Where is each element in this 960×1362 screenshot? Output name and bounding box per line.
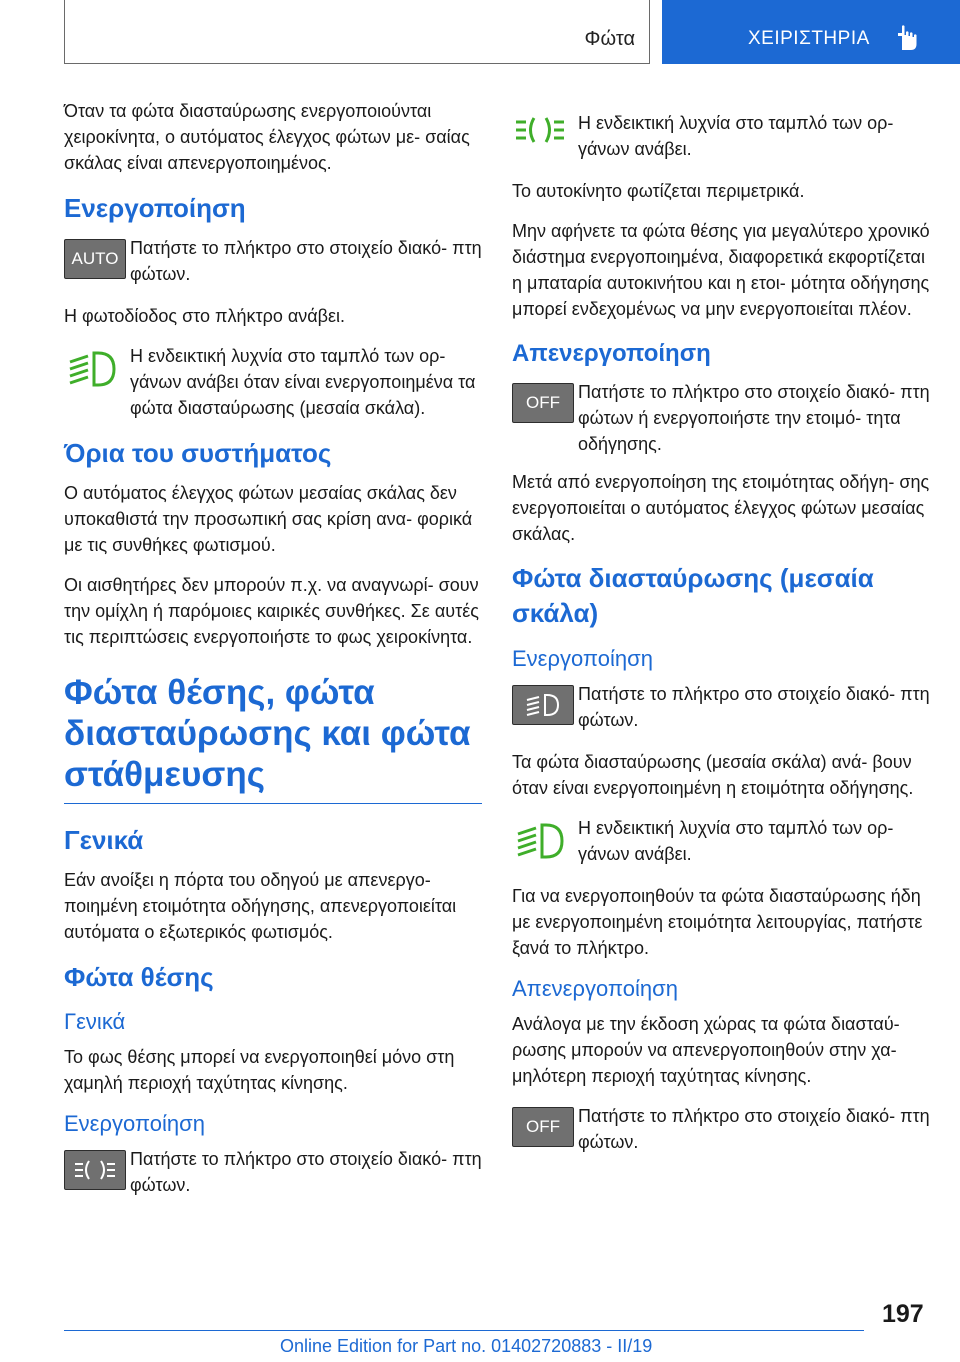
- low-beam-button[interactable]: [512, 685, 574, 725]
- auto-button[interactable]: [64, 239, 126, 279]
- general-text: Εάν ανοίξει η πόρτα του οδηγού με απενεργο- ποιημένη ετοιμότητα οδήγησης, απενεργοποιείται αυτόματα ο εξωτερικός φωτισμός.: [64, 870, 457, 942]
- left-column: [64, 98, 482, 1214]
- low-beam-deactivation-heading: Απενεργοποίηση: [512, 976, 678, 1001]
- low-beam-button-row: [512, 681, 930, 737]
- low-beam-on-text: Τα φώτα διασταύρωσης (μεσαία σκάλα) ανά- βουν όταν είναι ενεργοποιημένη η ετοιμότητα οδήγησης.: [512, 752, 914, 798]
- final-press-text: Πατήστε το πλήκτρο στο στοιχείο διακό- πτη φώτων.: [578, 1106, 930, 1152]
- position-press-text: Πατήστε το πλήκτρο στο στοιχείο διακό- πτη φώτων.: [130, 1149, 482, 1195]
- hand-pointer-icon: [894, 24, 920, 52]
- off-button[interactable]: [512, 383, 574, 423]
- low-beam-indicator-icon-2: [512, 819, 568, 863]
- low-beam-heading: Φώτα διασταύρωσης (μεσαία σκάλα): [512, 563, 874, 628]
- header-tab-controls[interactable]: [662, 0, 960, 64]
- auto-button-label: AUTO: [71, 249, 119, 268]
- header-section-title: Φώτα: [584, 28, 635, 50]
- position-lights-heading: Φώτα θέσης: [64, 962, 214, 992]
- off-button-2[interactable]: [512, 1107, 574, 1147]
- battery-warning-text: Μην αφήνετε τα φώτα θέσης για μεγαλύτερο χρονικό διάστημα ενεργοποιημένα, διαφορετικά εκφορτίζεται η μπαταρία αυτοκινήτου και η ετοι- μότητα οδήγησης μπορεί ενδεχομένως να μην ενεργοποιείται πλέον.: [512, 221, 930, 319]
- auto-button-row: [64, 235, 482, 291]
- footer-edition: Online Edition for Part no. 01402720883 - II/19: [280, 1336, 653, 1356]
- position-indicator-row: [512, 110, 930, 166]
- deactivation-heading: Απενεργοποίηση: [512, 340, 711, 367]
- low-beam-activation-heading: Ενεργοποίηση: [512, 646, 653, 671]
- low-beam-indicator-row: [64, 343, 482, 421]
- activation-heading: Ενεργοποίηση: [64, 193, 246, 223]
- position-general-text: Το φως θέσης μπορεί να ενεργοποιηθεί μόνο στη χαμηλή περιοχή ταχύτητας κίνησης.: [64, 1047, 455, 1093]
- low-beam-ready-text: Για να ενεργοποιηθούν τα φώτα διασταύρωσης ήδη με ενεργοποιημένη ετοιμότητα λειτουργίας, πατήστε ξανά το πλήκτρο.: [512, 886, 923, 958]
- header-tab-label: ΧΕΙΡΙΣΤΗΡΙΑ: [748, 28, 870, 49]
- position-button-row: [64, 1146, 482, 1202]
- position-lights-icon: [72, 1157, 118, 1183]
- general-heading: Γενικά: [64, 825, 144, 855]
- off-button-label-2: OFF: [526, 1117, 560, 1136]
- low-beam-indicator-text: Η ενδεικτική λυχνία στο ταμπλό των ορ- γάνων ανάβει.: [578, 818, 894, 864]
- low-beam-deactivation-text: Ανάλογα με την έκδοση χώρας τα φώτα διασταύ- ρωσης μπορούν να απενεργοποιηθούν στην χα- μηλότερη περιοχή ταχύτητας κίνησης.: [512, 1014, 900, 1086]
- header-section-box: [64, 0, 650, 64]
- after-deactivation-text: Μετά από ενεργοποίηση της ετοιμότητας οδήγη- σης ενεργοποιείται ο αυτόματος έλεγχος φώτων μεσαίας σκάλας.: [512, 472, 930, 544]
- position-lights-button[interactable]: [64, 1150, 126, 1190]
- limits-heading: Όρια του συστήματος: [64, 438, 332, 468]
- limits-paragraph-2: Οι αισθητήρες δεν μπορούν π.χ. να αναγνωρί- σουν την ομίχλη ή παρόμοιες καιρικές συνθήκες. Σε αυτές τις περιπτώσεις ενεργοποιήστε το φως χειροκίνητα.: [64, 575, 479, 647]
- low-beam-press-text: Πατήστε το πλήκτρο στο στοιχείο διακό- πτη φώτων.: [578, 684, 930, 730]
- off-button-row-2: [512, 1103, 930, 1159]
- section-heading: Φώτα θέσης, φώτα διασταύρωσης και φώτα στάθμευσης: [64, 672, 482, 804]
- position-activation-heading: Ενεργοποίηση: [64, 1111, 205, 1136]
- off-button-row: [512, 379, 930, 457]
- position-general-heading: Γενικά: [64, 1009, 126, 1034]
- low-beam-icon: [523, 691, 563, 719]
- limits-paragraph-1: Ο αυτόματος έλεγχος φώτων μεσαίας σκάλας δεν υποκαθιστά την προσωπική σας κρίση ανα- φορικά με τις συνθήκες φωτισμού.: [64, 483, 473, 555]
- off-button-label: OFF: [526, 393, 560, 412]
- position-indicator-text: Η ενδεικτική λυχνία στο ταμπλό των ορ- γάνων ανάβει.: [578, 113, 894, 159]
- position-indicator-icon: [512, 114, 568, 146]
- page-number: 197: [882, 1300, 924, 1328]
- auto-press-text: Πατήστε το πλήκτρο στο στοιχείο διακό- πτη φώτων.: [130, 238, 482, 284]
- low-beam-indicator-row-2: [512, 815, 930, 871]
- car-lit-text: Το αυτοκίνητο φωτίζεται περιμετρικά.: [512, 181, 805, 201]
- intro-text: Όταν τα φώτα διασταύρωσης ενεργοποιούνται χειροκίνητα, ο αυτόματος έλεγχος φώτων με- σαίας σκάλας είναι απενεργοποιημένος.: [64, 101, 470, 173]
- low-beam-indicator-icon: [64, 347, 120, 391]
- off-press-text: Πατήστε το πλήκτρο στο στοιχείο διακό- πτη φώτων ή ενεργοποιήστε την ετοιμό- τητα οδήγησης.: [578, 382, 930, 454]
- led-on-text: Η φωτοδίοδος στο πλήκτρο ανάβει.: [64, 306, 346, 326]
- right-column: [512, 110, 930, 1171]
- footer-divider: [64, 1330, 864, 1331]
- indicator-text: Η ενδεικτική λυχνία στο ταμπλό των ορ- γάνων ανάβει όταν είναι ενεργοποιημένα τα φώτα διασταύρωσης (μεσαία σκάλα).: [130, 346, 476, 418]
